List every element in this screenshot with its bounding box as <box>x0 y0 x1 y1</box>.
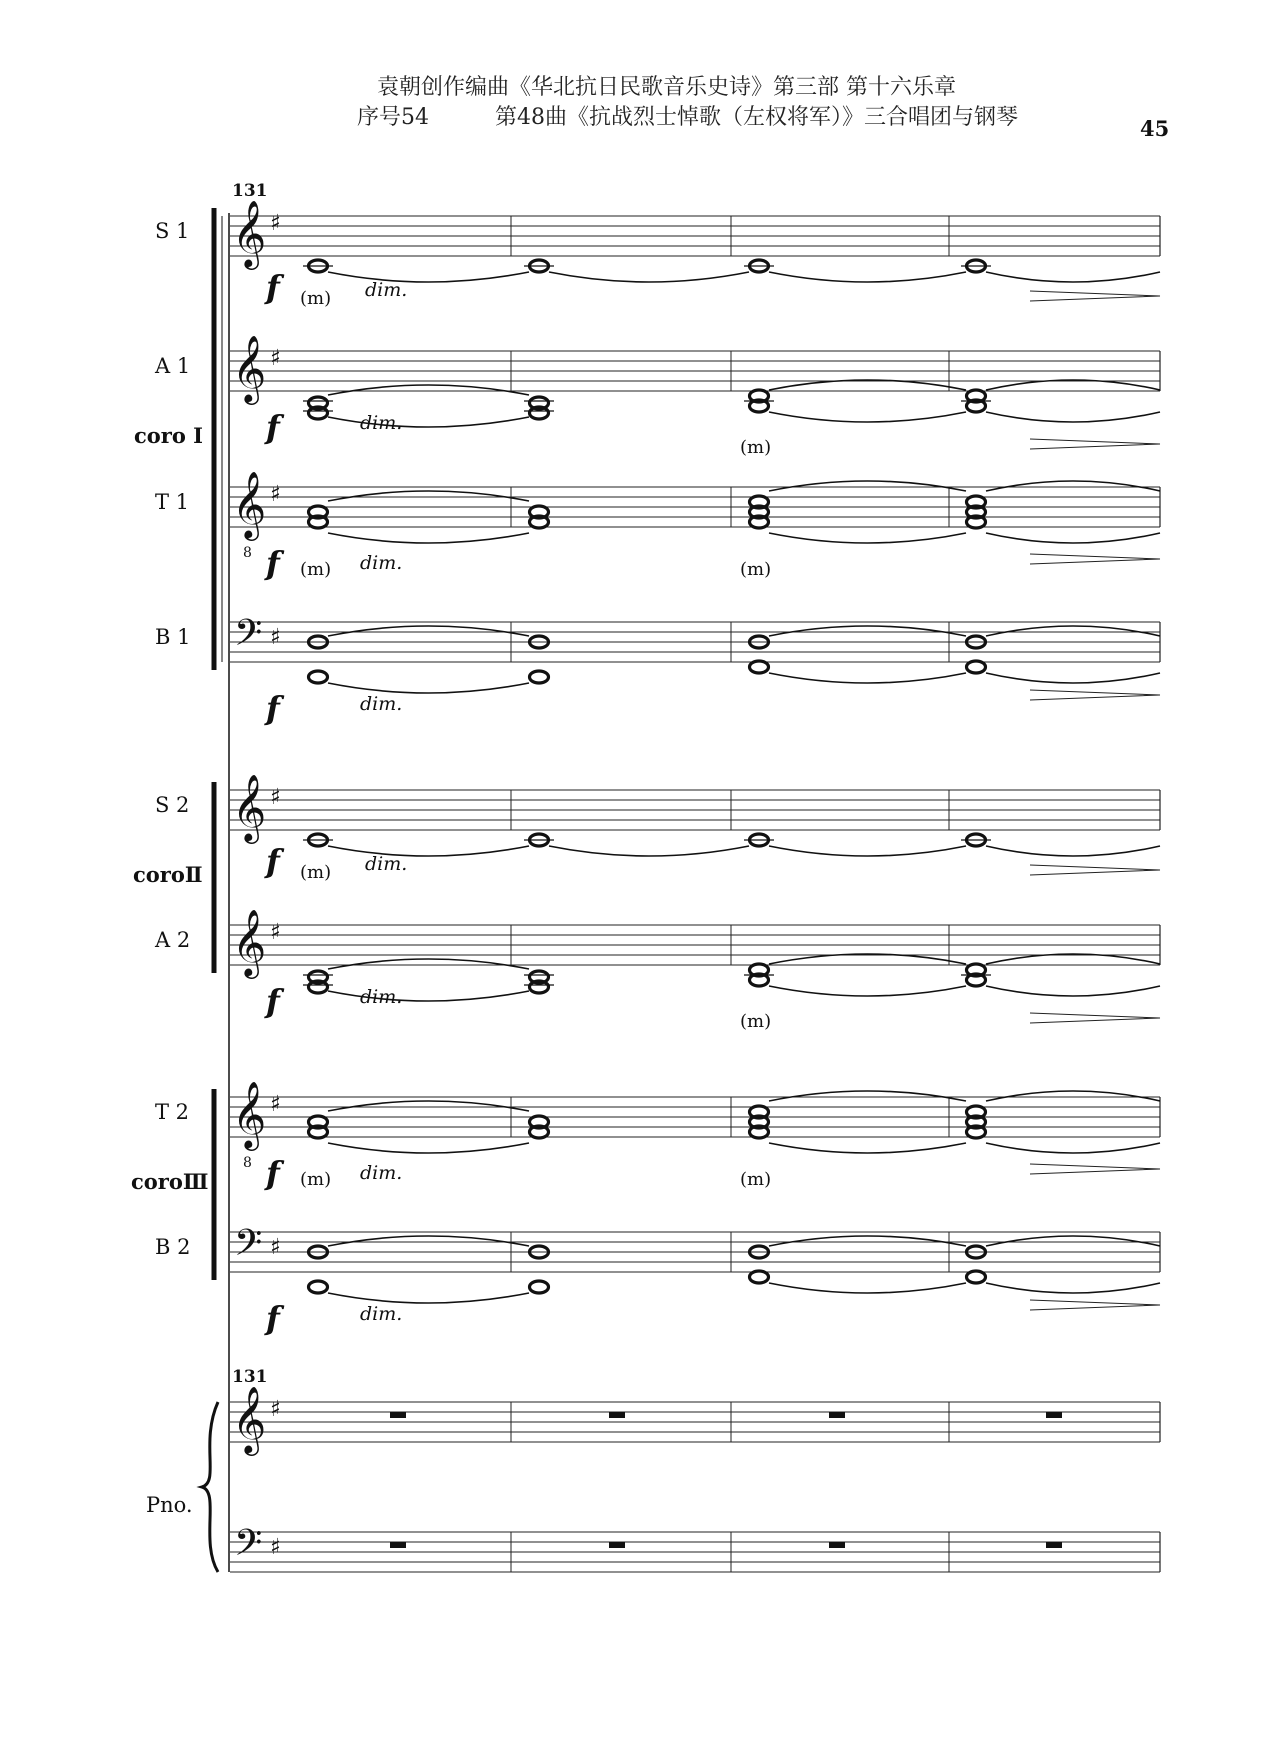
choir-label-coro2: coroⅡ <box>133 862 203 887</box>
key-signature-sharp-icon: ♯ <box>270 1235 281 1260</box>
tie-arc <box>769 1143 966 1153</box>
humming-m-marking: (m) <box>300 862 332 883</box>
piano-brace <box>202 1402 218 1572</box>
dim-marking: dim. <box>360 1303 403 1325</box>
piano-treble-whole-rest <box>609 1412 625 1418</box>
key-signature-sharp-icon: ♯ <box>270 211 281 236</box>
key-signature-sharp-icon: ♯ <box>270 1397 281 1422</box>
tie-arc <box>986 1143 1160 1153</box>
tie-arc <box>986 533 1160 543</box>
whole-note-icon <box>530 1281 549 1293</box>
treble-clef-icon: 𝄞 <box>232 908 267 976</box>
key-signature-sharp-icon: ♯ <box>270 785 281 810</box>
whole-note-icon <box>967 661 986 673</box>
tie-arc <box>328 417 529 427</box>
staff-label-b1: B 1 <box>155 625 191 649</box>
tie-arc <box>769 1091 966 1101</box>
tie-arc <box>328 1143 529 1153</box>
humming-m-marking: (m) <box>300 559 332 580</box>
diminuendo-hairpin <box>1030 1164 1160 1174</box>
staff-label-t1: T 1 <box>155 490 190 514</box>
dim-marking: dim. <box>360 552 403 574</box>
tie-arc <box>549 272 749 282</box>
staff-label-a1: A 1 <box>155 354 191 378</box>
tie-arc <box>986 272 1160 282</box>
diminuendo-hairpin <box>1030 690 1160 700</box>
treble-clef-icon: 𝄞 <box>232 1080 267 1148</box>
key-signature-sharp-icon: ♯ <box>270 1092 281 1117</box>
tie-arc <box>328 491 529 501</box>
treble-clef-icon: 𝄞 <box>232 773 267 841</box>
dynamic-forte-mark: f <box>266 268 280 306</box>
staff-label-s1: S 1 <box>155 219 190 243</box>
measure-number: 131 <box>232 1367 268 1387</box>
piano-bass-whole-rest <box>1046 1542 1062 1548</box>
humming-m-marking: (m) <box>740 559 772 580</box>
dim-marking: dim. <box>360 1162 403 1184</box>
piano-treble-whole-rest <box>1046 1412 1062 1418</box>
dim-marking: dim. <box>365 853 408 875</box>
whole-note-icon <box>309 1281 328 1293</box>
whole-note-icon <box>750 1271 769 1283</box>
dim-marking: dim. <box>360 986 403 1008</box>
whole-note-icon <box>309 671 328 683</box>
bass-clef-icon: 𝄢 <box>234 612 263 663</box>
diminuendo-hairpin <box>1030 1300 1160 1310</box>
tie-arc <box>769 626 966 636</box>
tie-arc <box>986 626 1160 636</box>
key-signature-sharp-icon: ♯ <box>270 920 281 945</box>
tie-arc <box>769 533 966 543</box>
dynamic-forte-mark: f <box>266 689 280 727</box>
tie-arc <box>986 1091 1160 1101</box>
diminuendo-hairpin <box>1030 1013 1160 1023</box>
tie-arc <box>328 683 529 693</box>
dim-marking: dim. <box>365 279 408 301</box>
piano-treble-whole-rest <box>829 1412 845 1418</box>
octave-8-marker: 8 <box>243 545 252 561</box>
tie-arc <box>769 272 966 282</box>
measure-number: 131 <box>232 181 268 201</box>
key-signature-sharp-icon: ♯ <box>270 482 281 507</box>
tie-arc <box>769 673 966 683</box>
treble-clef-icon: 𝄞 <box>232 199 267 267</box>
tie-arc <box>986 1283 1160 1293</box>
whole-note-icon <box>750 661 769 673</box>
dynamic-forte-mark: f <box>266 544 280 582</box>
dim-marking: dim. <box>360 693 403 715</box>
humming-m-marking: (m) <box>300 1169 332 1190</box>
key-signature-sharp-icon: ♯ <box>270 1535 281 1560</box>
tie-arc <box>986 412 1160 422</box>
dynamic-forte-mark: f <box>266 842 280 880</box>
tie-arc <box>328 959 529 969</box>
whole-note-icon <box>967 1271 986 1283</box>
dynamic-forte-mark: f <box>266 982 280 1020</box>
tie-arc <box>986 481 1160 491</box>
key-signature-sharp-icon: ♯ <box>270 625 281 650</box>
piano-treble-whole-rest <box>390 1412 406 1418</box>
staff-label-b2: B 2 <box>155 1235 191 1259</box>
tie-arc <box>328 533 529 543</box>
piano-bass-whole-rest <box>390 1542 406 1548</box>
tie-arc <box>769 1236 966 1246</box>
tie-arc <box>328 385 529 395</box>
piano-label: Pno. <box>146 1493 193 1517</box>
diminuendo-hairpin <box>1030 291 1160 301</box>
tie-arc <box>769 481 966 491</box>
octave-8-marker: 8 <box>243 1155 252 1171</box>
tie-arc <box>328 272 529 282</box>
tie-arc <box>986 986 1160 996</box>
dynamic-forte-mark: f <box>266 1299 280 1337</box>
diminuendo-hairpin <box>1030 554 1160 564</box>
staff-label-t2: T 2 <box>155 1100 190 1124</box>
tie-arc <box>328 626 529 636</box>
tie-arc <box>328 1101 529 1111</box>
header-subtitle-line: 序号54 第48曲《抗战烈士悼歌（左权将军）》三合唱团与钢琴 <box>357 105 1018 130</box>
dynamic-forte-mark: f <box>266 408 280 446</box>
whole-note-icon <box>530 671 549 683</box>
tie-arc <box>986 1236 1160 1246</box>
choir-label-coro1: coro Ⅰ <box>134 423 203 448</box>
piano-bass-whole-rest <box>609 1542 625 1548</box>
key-signature-sharp-icon: ♯ <box>270 346 281 371</box>
dynamic-forte-mark: f <box>266 1154 280 1192</box>
tie-arc <box>549 846 749 856</box>
tie-arc <box>328 1236 529 1246</box>
tie-arc <box>986 673 1160 683</box>
tie-arc <box>328 1293 529 1303</box>
header-title-line: 袁朝创作编曲《华北抗日民歌音乐史诗》第三部 第十六乐章 <box>377 75 956 100</box>
treble-clef-icon: 𝄞 <box>232 470 267 538</box>
bass-clef-icon: 𝄢 <box>234 1522 263 1573</box>
treble-clef-icon: 𝄞 <box>232 1385 267 1453</box>
choir-label-coro3: coroⅢ <box>131 1169 209 1194</box>
diminuendo-hairpin <box>1030 439 1160 449</box>
staff-label-a2: A 2 <box>155 928 191 952</box>
humming-m-marking: (m) <box>740 1011 772 1032</box>
diminuendo-hairpin <box>1030 865 1160 875</box>
tie-arc <box>769 986 966 996</box>
humming-m-marking: (m) <box>740 437 772 458</box>
piano-bass-whole-rest <box>829 1542 845 1548</box>
treble-clef-icon: 𝄞 <box>232 334 267 402</box>
humming-m-marking: (m) <box>740 1169 772 1190</box>
staff-label-s2: S 2 <box>155 793 190 817</box>
tie-arc <box>769 412 966 422</box>
tie-arc <box>986 846 1160 856</box>
dim-marking: dim. <box>360 412 403 434</box>
page-number: 45 <box>1140 116 1170 141</box>
tie-arc <box>769 846 966 856</box>
tie-arc <box>328 991 529 1001</box>
bass-clef-icon: 𝄢 <box>234 1222 263 1273</box>
tie-arc <box>328 846 529 856</box>
tie-arc <box>769 1283 966 1293</box>
humming-m-marking: (m) <box>300 288 332 309</box>
